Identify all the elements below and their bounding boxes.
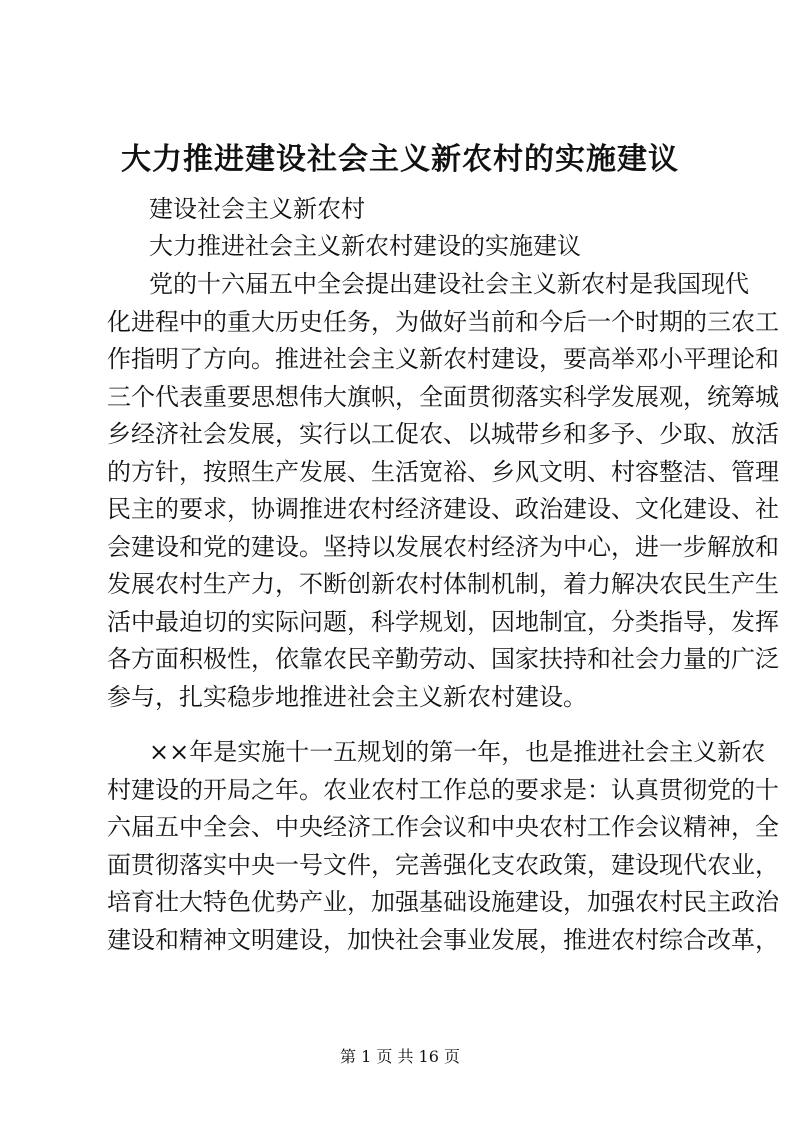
paragraph-line: 乡经济社会发展，实行以工促农、以城带乡和多予、少取、放活 xyxy=(107,420,779,448)
paragraph-line: 会建设和党的建设。坚持以发展农村经济为中心，进一步解放和 xyxy=(107,533,779,561)
paragraph-line: 三个代表重要思想伟大旗帜，全面贯彻落实科学发展观，统筹城 xyxy=(107,383,779,411)
paragraph-line: 发展农村生产力，不断创新农村体制机制，着力解决农民生产生 xyxy=(107,570,779,598)
paragraph-line: 建设和精神文明建设，加快社会事业发展，推进农村综合改革， xyxy=(107,926,779,954)
paragraph-line: ××年是实施十一五规划的第一年，也是推进社会主义新农 xyxy=(149,738,766,766)
paragraph-line: 活中最迫切的实际问题，科学规划，因地制宜，分类指导，发挥 xyxy=(107,608,779,636)
subheading-line: 建设社会主义新农村 xyxy=(149,195,365,223)
paragraph-line: 培育壮大特色优势产业，加强基础设施建设，加强农村民主政治 xyxy=(107,888,779,916)
paragraph-line: 各方面积极性，依靠农民辛勤劳动、国家扶持和社会力量的广泛 xyxy=(107,645,779,673)
paragraph-line: 化进程中的重大历史任务，为做好当前和今后一个时期的三农工 xyxy=(107,308,779,336)
document-title: 大力推进建设社会主义新农村的实施建议 xyxy=(121,142,679,177)
paragraph-line: 面贯彻落实中央一号文件，完善强化支农政策，建设现代农业， xyxy=(107,851,779,879)
paragraph-line: 的方针，按照生产发展、生活宽裕、乡风文明、村容整洁、管理 xyxy=(107,458,779,486)
paragraph-line: 民主的要求，协调推进农村经济建设、政治建设、文化建设、社 xyxy=(107,495,779,523)
paragraph-line: 村建设的开局之年。农业农村工作总的要求是：认真贯彻党的十 xyxy=(107,776,779,804)
paragraph-line: 参与，扎实稳步地推进社会主义新农村建设。 xyxy=(107,683,587,711)
subheading-line: 大力推进社会主义新农村建设的实施建议 xyxy=(149,232,581,260)
paragraph-line: 作指明了方向。推进社会主义新农村建设，要高举邓小平理论和 xyxy=(107,345,779,373)
paragraph-line: 六届五中全会、中央经济工作会议和中央农村工作会议精神，全 xyxy=(107,813,779,841)
paragraph-line: 党的十六届五中全会提出建设社会主义新农村是我国现代 xyxy=(149,270,749,298)
page-number: 第 1 页 共 16 页 xyxy=(340,1047,460,1066)
